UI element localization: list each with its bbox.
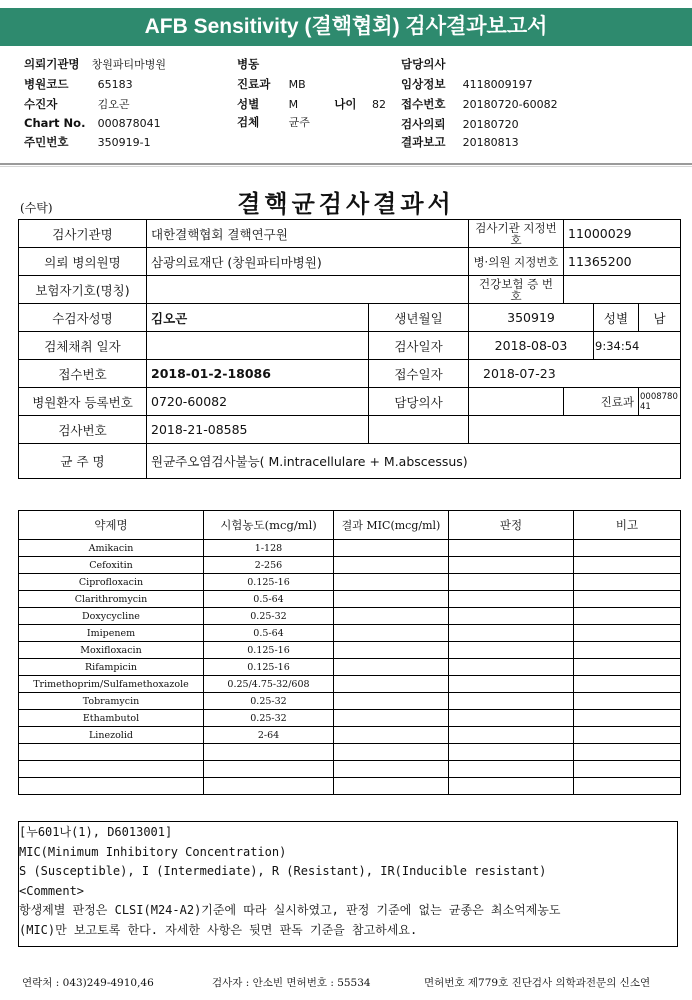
table-row: [19, 416, 681, 444]
mic-result: [334, 761, 449, 778]
info-value: 20180720-60082: [462, 98, 558, 111]
interpretation: [449, 659, 574, 676]
mic-result: [334, 625, 449, 642]
mic-result: [334, 642, 449, 659]
table-row: [19, 388, 681, 416]
drug-concentration: 2-64: [204, 727, 334, 744]
header-divider: [0, 163, 692, 165]
drug-name: Ethambutol: [19, 710, 204, 727]
column-header: 시험농도(mcg/ml): [204, 511, 334, 540]
interpretation: [449, 676, 574, 693]
drug-concentration: 0.5-64: [204, 591, 334, 608]
cell-value: 2018-07-23: [469, 360, 681, 388]
cell-label: 생년월일: [369, 304, 469, 332]
cell-label: 검사번호: [19, 416, 147, 444]
mic-result: [334, 574, 449, 591]
cell-label: 담당의사: [369, 388, 469, 416]
drug-concentration: 2-256: [204, 557, 334, 574]
drug-row: [19, 710, 681, 727]
info-label: 접수번호: [401, 97, 446, 111]
info-value: 350919-1: [97, 136, 151, 149]
drug-name: Imipenem: [19, 625, 204, 642]
info-chart-no: [24, 116, 161, 130]
cell-value: 0720-60082: [147, 388, 369, 416]
info-resident-no: [24, 134, 151, 150]
info-value: M: [288, 98, 299, 111]
remark: [574, 761, 681, 778]
drug-row: [19, 693, 681, 710]
cell-label: 검사기관 지정번호: [469, 220, 564, 248]
remark: [574, 778, 681, 795]
cell-value: 9:34:54: [594, 332, 681, 360]
cell-value: [147, 276, 469, 304]
interpretation: [449, 761, 574, 778]
info-label: 검사의뢰: [401, 117, 446, 131]
mic-result: [334, 591, 449, 608]
info-label: 검체: [237, 115, 260, 129]
info-label: 성별: [237, 97, 260, 111]
drug-row: [19, 659, 681, 676]
cell-value: 11000029: [564, 220, 681, 248]
note-line: S (Susceptible), I (Intermediate), R (Resistant), IR(Inducible resistant): [19, 864, 547, 878]
drug-concentration: 0.25-32: [204, 693, 334, 710]
info-ward: [237, 56, 289, 72]
cell-empty: [369, 416, 469, 444]
drug-row: [19, 642, 681, 659]
info-label: 나이: [334, 97, 357, 111]
header-divider-shadow: [0, 166, 692, 167]
drug-concentration: 0.125-16: [204, 642, 334, 659]
info-value: MB: [288, 78, 306, 91]
interpretation: [449, 540, 574, 557]
info-department: [237, 76, 306, 92]
cell-label: 건강보험 증 번 호: [469, 276, 564, 304]
remark: [574, 574, 681, 591]
drug-name: [19, 744, 204, 761]
interpretation: [449, 591, 574, 608]
info-label: 담당의사: [401, 57, 446, 71]
cell-label: 보험자기호(명칭): [19, 276, 147, 304]
cell-value: 000878041: [639, 388, 681, 416]
info-report-date: [401, 134, 519, 150]
drug-row: [19, 727, 681, 744]
drug-concentration: 0.25-32: [204, 608, 334, 625]
interpretation: [449, 727, 574, 744]
mic-result: [334, 676, 449, 693]
drug-name: Trimethoprim/Sulfamethoxazole: [19, 676, 204, 693]
interpretation: [449, 744, 574, 761]
drug-name: Tobramycin: [19, 693, 204, 710]
drug-name: Moxifloxacin: [19, 642, 204, 659]
drug-row: [19, 625, 681, 642]
info-specimen: [237, 114, 310, 130]
mic-result: [334, 608, 449, 625]
cell-empty: [469, 416, 681, 444]
remark: [574, 557, 681, 574]
cell-label: 검사일자: [369, 332, 469, 360]
drug-sensitivity-table: [18, 510, 681, 795]
drug-row: [19, 778, 681, 795]
drug-concentration: 0.125-16: [204, 574, 334, 591]
cell-label: 검사기관명: [19, 220, 147, 248]
table-row: [19, 248, 681, 276]
cell-value: 2018-08-03: [469, 332, 594, 360]
interpretation: [449, 574, 574, 591]
mic-result: [334, 727, 449, 744]
cell-value: [469, 388, 564, 416]
drug-name: Clarithromycin: [19, 591, 204, 608]
info-label: 병원코드: [24, 77, 69, 91]
note-line: [누601나(1), D6013001]: [19, 825, 173, 839]
info-value: 20180813: [462, 136, 519, 149]
info-hospital-code: [24, 76, 133, 92]
cell-label: 검체채취 일자: [19, 332, 147, 360]
remark: [574, 659, 681, 676]
info-hospital: [24, 56, 166, 72]
remark: [574, 540, 681, 557]
table-row: [19, 360, 681, 388]
remark: [574, 710, 681, 727]
interpretation: [449, 608, 574, 625]
mic-result: [334, 659, 449, 676]
info-label: 결과보고: [401, 135, 446, 149]
cell-value: 2018-01-2-18086: [147, 360, 369, 388]
info-patient: [24, 96, 130, 112]
notes-box: [18, 821, 678, 947]
drug-row: [19, 761, 681, 778]
drug-concentration: 0.25-32: [204, 710, 334, 727]
drug-name: [19, 778, 204, 795]
interpretation: [449, 642, 574, 659]
drug-row: [19, 557, 681, 574]
cell-value: [147, 332, 369, 360]
mic-result: [334, 778, 449, 795]
remark: [574, 693, 681, 710]
column-header: 약제명: [19, 511, 204, 540]
info-label: 병동: [237, 57, 260, 71]
cell-label: 진료과: [564, 388, 639, 416]
cell-label: 병원환자 등록번호: [19, 388, 147, 416]
consignment-tag: (수탁): [20, 201, 53, 215]
info-label: 수진자: [24, 97, 58, 111]
info-sex: [237, 96, 386, 112]
cell-label: 접수번호: [19, 360, 147, 388]
drug-row: [19, 744, 681, 761]
patient-info-table: [18, 219, 681, 479]
info-value: 20180720: [462, 118, 519, 131]
drug-name: Cefoxitin: [19, 557, 204, 574]
drug-row: [19, 608, 681, 625]
interpretation: [449, 625, 574, 642]
info-value: 82: [371, 98, 386, 111]
drug-concentration: [204, 778, 334, 795]
drug-name: Amikacin: [19, 540, 204, 557]
mic-result: [334, 693, 449, 710]
interpretation: [449, 693, 574, 710]
cell-value: 350919: [469, 304, 594, 332]
column-header: 판정: [449, 511, 574, 540]
info-value: 균주: [288, 116, 310, 129]
drug-row: [19, 574, 681, 591]
remark: [574, 642, 681, 659]
remark: [574, 591, 681, 608]
remark: [574, 608, 681, 625]
cell-value: 남: [639, 304, 681, 332]
info-label: 진료과: [237, 77, 271, 91]
info-value: 4118009197: [462, 78, 533, 91]
info-label: 임상정보: [401, 77, 446, 91]
cell-value: 2018-21-08585: [147, 416, 369, 444]
drug-row: [19, 591, 681, 608]
remark: [574, 676, 681, 693]
drug-concentration: [204, 744, 334, 761]
cell-value: 11365200: [564, 248, 681, 276]
drug-concentration: [204, 761, 334, 778]
mic-result: [334, 540, 449, 557]
footer-contact: 연락처 : 043)249-4910,46: [22, 977, 154, 989]
cell-label: 성별: [594, 304, 639, 332]
drug-concentration: 0.5-64: [204, 625, 334, 642]
info-value: 창원파티마병원: [91, 58, 167, 71]
note-line: (MIC)만 보고토록 한다. 자세한 사항은 뒷면 판독 기준을 참고하세요.: [19, 922, 418, 937]
drug-row: [19, 540, 681, 557]
drug-name: Linezolid: [19, 727, 204, 744]
note-line: MIC(Minimum Inhibitory Concentration): [19, 844, 287, 859]
column-header: 비고: [574, 511, 681, 540]
remark: [574, 727, 681, 744]
drug-concentration: 0.125-16: [204, 659, 334, 676]
column-header: 결과 MIC(mcg/ml): [334, 511, 449, 540]
remark: [574, 625, 681, 642]
drug-name: Rifampicin: [19, 659, 204, 676]
cell-label: 병·의원 지정번호: [469, 248, 564, 276]
cell-label: 접수일자: [369, 360, 469, 388]
cell-value: 김오곤: [147, 304, 369, 332]
table-row: [19, 332, 681, 360]
remark: [574, 744, 681, 761]
info-request-date: [401, 116, 519, 132]
drug-concentration: 1-128: [204, 540, 334, 557]
table-row: [19, 444, 681, 479]
cell-label: 수검자성명: [19, 304, 147, 332]
footer-license: 면허번호 제779호 진단검사 의학과전문의 신소연: [424, 977, 651, 989]
interpretation: [449, 557, 574, 574]
info-value: 65183: [97, 78, 133, 91]
table-row: [19, 304, 681, 332]
footer-examiner: 검사자 : 안소빈 면허번호 : 55534: [212, 977, 371, 989]
info-doctor: [401, 56, 463, 72]
table-header-row: [19, 511, 681, 540]
info-label: Chart No.: [24, 116, 86, 130]
drug-name: Ciprofloxacin: [19, 574, 204, 591]
document-title: 결핵균검사결과서: [237, 189, 455, 218]
info-value: 000878041: [97, 117, 161, 130]
drug-row: [19, 676, 681, 693]
info-receipt-no: [401, 96, 558, 112]
table-row: [19, 220, 681, 248]
table-row: [19, 276, 681, 304]
mic-result: [334, 557, 449, 574]
info-label: 의뢰기관명: [24, 57, 80, 71]
note-line: 항생제별 판정은 CLSI(M24-A2)기준에 따라 실시하였고, 판정 기준에 없는 균종은 최소억제농도: [19, 903, 561, 917]
cell-value: [564, 276, 681, 304]
mic-result: [334, 744, 449, 761]
interpretation: [449, 778, 574, 795]
note-line: <Comment>: [19, 883, 85, 898]
drug-concentration: 0.25/4.75-32/608: [204, 676, 334, 693]
drug-name: [19, 761, 204, 778]
cell-value: 대한결핵협회 결핵연구원: [147, 220, 469, 248]
cell-label: 의뢰 병의원명: [19, 248, 147, 276]
cell-value: 삼광의료재단 (창원파티마병원): [147, 248, 469, 276]
info-label: 주민번호: [24, 135, 69, 149]
report-title: AFB Sensitivity (결핵협회) 검사결과보고서: [0, 8, 692, 46]
info-clinical: [401, 76, 533, 92]
interpretation: [449, 710, 574, 727]
info-value: 김오곤: [97, 98, 130, 111]
mic-result: [334, 710, 449, 727]
cell-label: 균 주 명: [19, 444, 147, 479]
drug-name: Doxycycline: [19, 608, 204, 625]
cell-value: 원균주오염검사불능( M.intracellulare + M.abscessus): [147, 444, 681, 479]
